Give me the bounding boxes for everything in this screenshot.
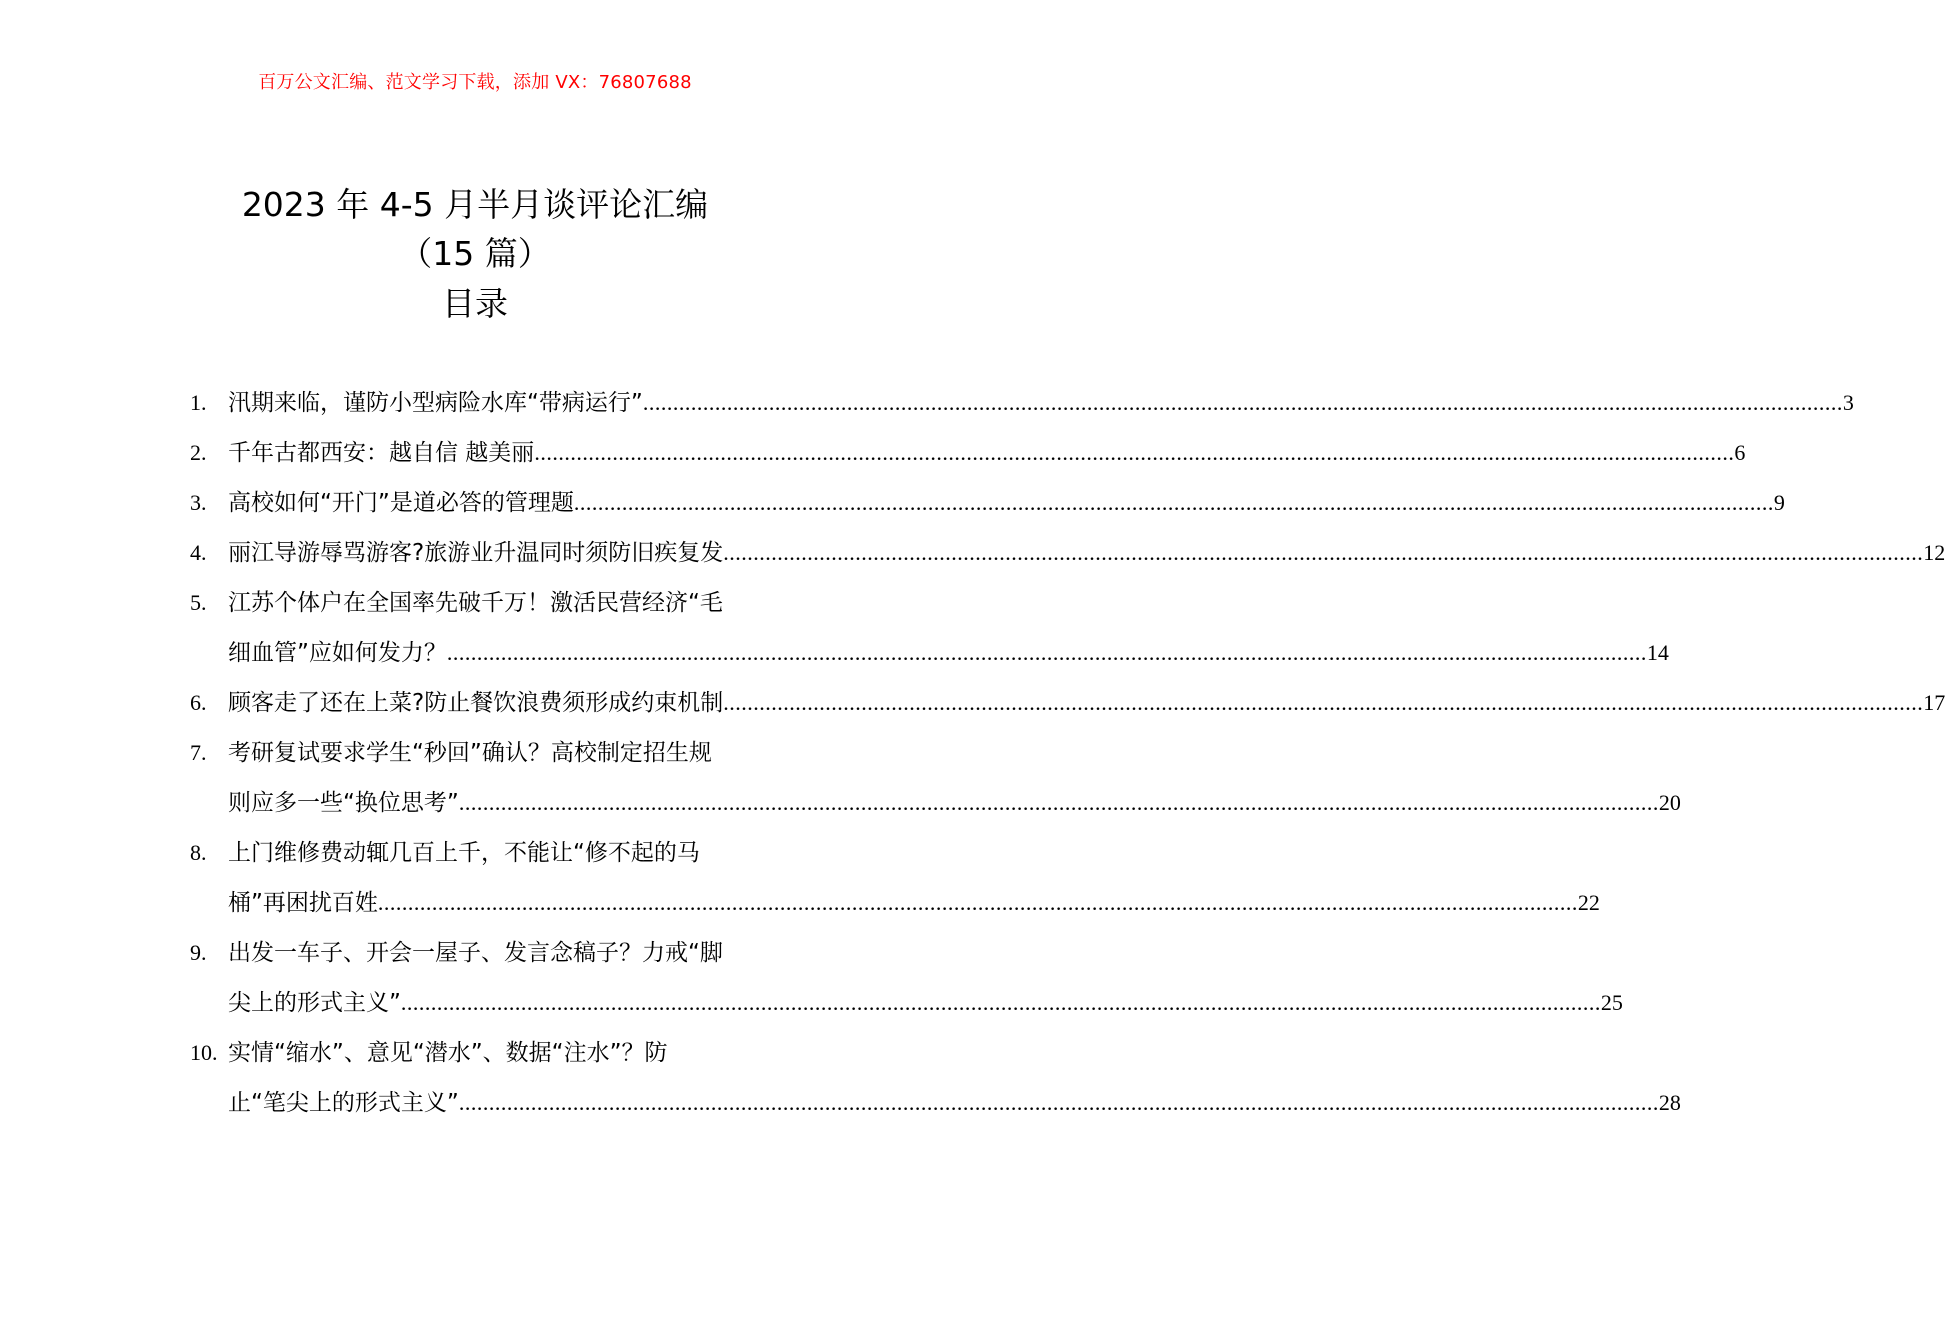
toc-entry[interactable]: [190, 433, 1746, 483]
toc-entry-title: 江苏个体户在全国率先破千万！激活民营经济“毛: [228, 590, 723, 616]
toc-entry-number: 1.: [190, 390, 207, 415]
toc-entry-number: 8.: [190, 840, 207, 865]
toc-entry[interactable]: [190, 483, 1785, 533]
toc-entry-title: 实情“缩水”、意见“潜水”、数据“注水”？防: [228, 1040, 668, 1066]
toc-entry[interactable]: [190, 683, 1945, 733]
toc-entry-number: 10.: [190, 1040, 218, 1065]
toc-entry-title-continued: 则应多一些“换位思考”: [228, 790, 459, 816]
toc-entry[interactable]: [190, 383, 1854, 433]
toc-page-number: 28: [1658, 1090, 1681, 1115]
toc-entry[interactable]: [190, 733, 1681, 833]
toc-leader-dots: ........................................................................................................................................................................................................: [458, 1090, 1659, 1115]
toc-entry-title: 顾客走了还在上菜?防止餐饮浪费须形成约束机制: [228, 690, 724, 716]
toc-entry-title: 丽江导游辱骂游客?旅游业升温同时须防旧疾复发: [228, 540, 724, 566]
toc-leader-dots: ........................................................................................................................................................................................................: [458, 790, 1659, 815]
document-subtitle: （15 篇）: [399, 234, 551, 273]
toc-page-number: 14: [1646, 640, 1669, 665]
toc-page-number: 9: [1773, 490, 1785, 515]
toc-entry-title-continued: 细血管”应如何发力？: [228, 640, 447, 666]
toc-leader-dots: ........................................................................................................................................................................................................: [377, 890, 1578, 915]
toc-leader-dots: ........................................................................................................................................................................................................: [400, 990, 1601, 1015]
toc-entry-title: 上门维修费动辄几百上千，不能让“修不起的马: [228, 840, 700, 866]
toc-page-number: 20: [1658, 790, 1681, 815]
toc-leader-dots: ........................................................................................................................................................................................................: [573, 490, 1774, 515]
toc-entry[interactable]: [190, 833, 1600, 933]
toc-entry-number: 5.: [190, 590, 207, 615]
toc-entry-number: 3.: [190, 490, 207, 515]
toc-entry-title: 考研复试要求学生“秒回”确认？高校制定招生规: [228, 740, 712, 766]
toc-entry-number: 2.: [190, 440, 207, 465]
toc-entry-title-continued: 止“笔尖上的形式主义”: [228, 1090, 459, 1116]
toc-page-number: 22: [1577, 890, 1600, 915]
toc-page-number: 17: [1923, 690, 1945, 715]
toc-page-number: 3: [1842, 390, 1854, 415]
toc-leader-dots: ........................................................................................................................................................................................................: [446, 640, 1647, 665]
toc-entry-number: 7.: [190, 740, 207, 765]
toc-entry-number: 4.: [190, 540, 207, 565]
watermark-banner: 百万公文汇编、范文学习下载，添加 VX：76807688: [258, 72, 692, 93]
toc-entry-title: 出发一车子、开会一屋子、发言念稿子？力戒“脚: [228, 940, 723, 966]
toc-page-number: 6: [1734, 440, 1746, 465]
toc-page-number: 25: [1600, 990, 1623, 1015]
toc-entry[interactable]: [190, 933, 1623, 1033]
toc-entry[interactable]: [190, 583, 1669, 683]
toc-entry-title: 高校如何“开门”是道必答的管理题: [228, 490, 574, 516]
document-title: 2023 年 4-5 月半月谈评论汇编: [241, 185, 709, 224]
toc-entry-title: 千年古都西安：越自信 越美丽: [228, 440, 535, 466]
toc-entry-title: 汛期来临，谨防小型病险水库“带病运行”: [228, 390, 643, 416]
toc-page-number: 12: [1923, 540, 1945, 565]
toc-entry[interactable]: [190, 533, 1945, 583]
toc-entry[interactable]: [190, 1033, 1681, 1133]
toc-leader-dots: ........................................................................................................................................................................................................: [642, 390, 1843, 415]
toc-heading: 目录: [442, 284, 508, 323]
toc-entry-title-continued: 桶”再困扰百姓: [228, 890, 378, 916]
toc-entry-number: 6.: [190, 690, 207, 715]
toc-entry-number: 9.: [190, 940, 207, 965]
table-of-contents: [190, 383, 1945, 1133]
toc-leader-dots: ........................................................................................................................................................................................................: [723, 540, 1924, 565]
toc-leader-dots: ........................................................................................................................................................................................................: [534, 440, 1735, 465]
toc-leader-dots: ........................................................................................................................................................................................................: [723, 690, 1924, 715]
toc-entry-title-continued: 尖上的形式主义”: [228, 990, 401, 1016]
